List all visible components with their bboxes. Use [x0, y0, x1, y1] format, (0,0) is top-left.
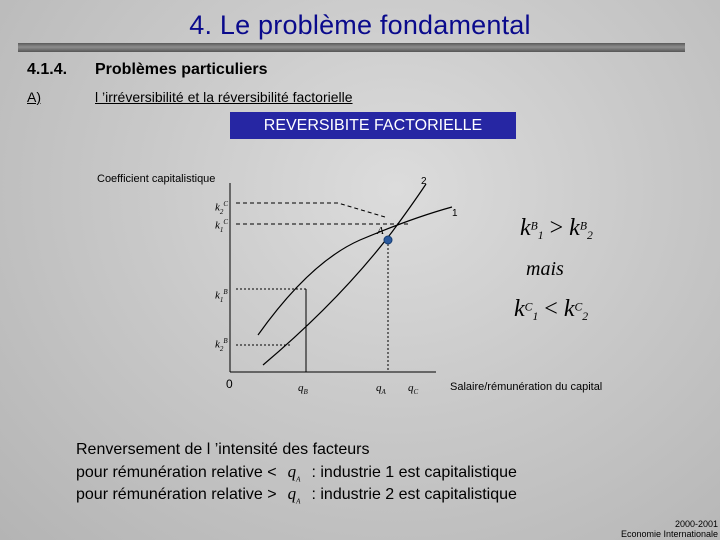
slide-title: 4. Le problème fondamental	[189, 10, 531, 40]
conclusion-line-3: pour rémunération relative > $q_A$ : industrie 2 est capitalistique	[76, 484, 517, 506]
subsection-title: l ’irréversibilité et la réversibilité factorielle	[95, 89, 353, 105]
y-axis-label: Coefficient capitalistique	[97, 173, 216, 185]
section-number: 4.1.4.	[27, 61, 68, 78]
point-a	[384, 236, 392, 244]
y-tick-kb2: $k_2^B$	[215, 337, 228, 353]
qa-symbol: $q_A$	[287, 462, 301, 484]
y-tick-kc2: $k_2^C$	[215, 200, 229, 216]
conclusion-line-2: pour rémunération relative < $q_A$ : industrie 1 est capitalistique	[76, 462, 517, 484]
curve-1-label: 1	[452, 208, 458, 219]
x-tick-qa: $q_A$	[376, 382, 386, 397]
curve-2	[263, 184, 426, 365]
section-title: Problèmes particuliers	[95, 61, 268, 78]
x-tick-qc: $q_C$	[408, 382, 419, 397]
origin-label: 0	[226, 377, 233, 391]
qa-symbol: $q_A$	[287, 484, 301, 506]
y-tick-kb1: $k_1^B$	[215, 288, 228, 304]
footer-course: Economie Internationale	[620, 529, 718, 539]
curve-1	[258, 207, 452, 335]
reversibility-banner: REVERSIBITE FACTORIELLE	[230, 112, 516, 139]
y-tick-kc1: $k_1^C$	[215, 218, 229, 234]
formula-kc-comparison: $k^C_1 < k^C_2$	[514, 296, 589, 323]
conclusion-line-1: Renversement de l ’intensité des facteurs	[76, 441, 370, 458]
x-tick-qb: $q_B$	[298, 382, 308, 397]
footer-year: 2000-2001	[674, 519, 718, 529]
curve-2-label: 2	[421, 176, 427, 187]
formula-mais: mais	[526, 258, 564, 280]
formula-kb-comparison: $k^B_1 > k^B_2$	[520, 215, 593, 242]
point-a-label: A	[377, 225, 384, 237]
x-axis-label: Salaire/rémunération du capital	[450, 381, 603, 393]
subsection-label: A)	[27, 89, 41, 105]
guide-kc2	[236, 203, 385, 217]
